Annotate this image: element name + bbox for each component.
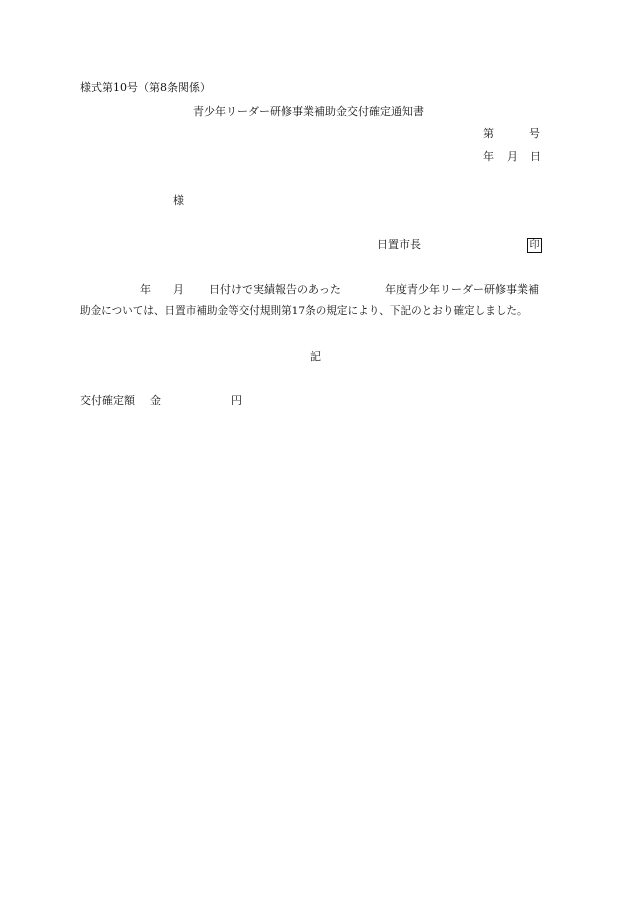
amount-unit: 円: [231, 394, 242, 407]
date-month: 月: [507, 150, 518, 163]
seal-mark: 印: [527, 238, 542, 253]
body-line2: 助金については、日置市補助金等交付規則第17条の規定により、下記のとおり確定しました。: [80, 305, 528, 317]
document-title: 青少年リーダー研修事業補助金交付確定通知書: [193, 105, 424, 118]
form-number: 様式第10号（第8条関係）: [80, 81, 211, 94]
body-line1-end: 年度青少年リーダー研修事業補: [385, 283, 539, 296]
sender-name: 日置市長: [377, 238, 421, 251]
body-line1-middle: 日付けで実績報告のあった: [209, 283, 341, 296]
date-day: 日: [530, 150, 541, 163]
ki-heading: 記: [310, 350, 321, 363]
date-year: 年: [483, 150, 494, 163]
amount-prefix: 金: [150, 394, 161, 407]
body-month: 月: [173, 283, 184, 296]
doc-number-suffix: 号: [529, 127, 540, 140]
amount-label: 交付確定額: [80, 394, 135, 407]
addressee-suffix: 様: [173, 194, 184, 207]
body-year: 年: [140, 283, 151, 296]
doc-number-prefix: 第: [483, 127, 494, 140]
